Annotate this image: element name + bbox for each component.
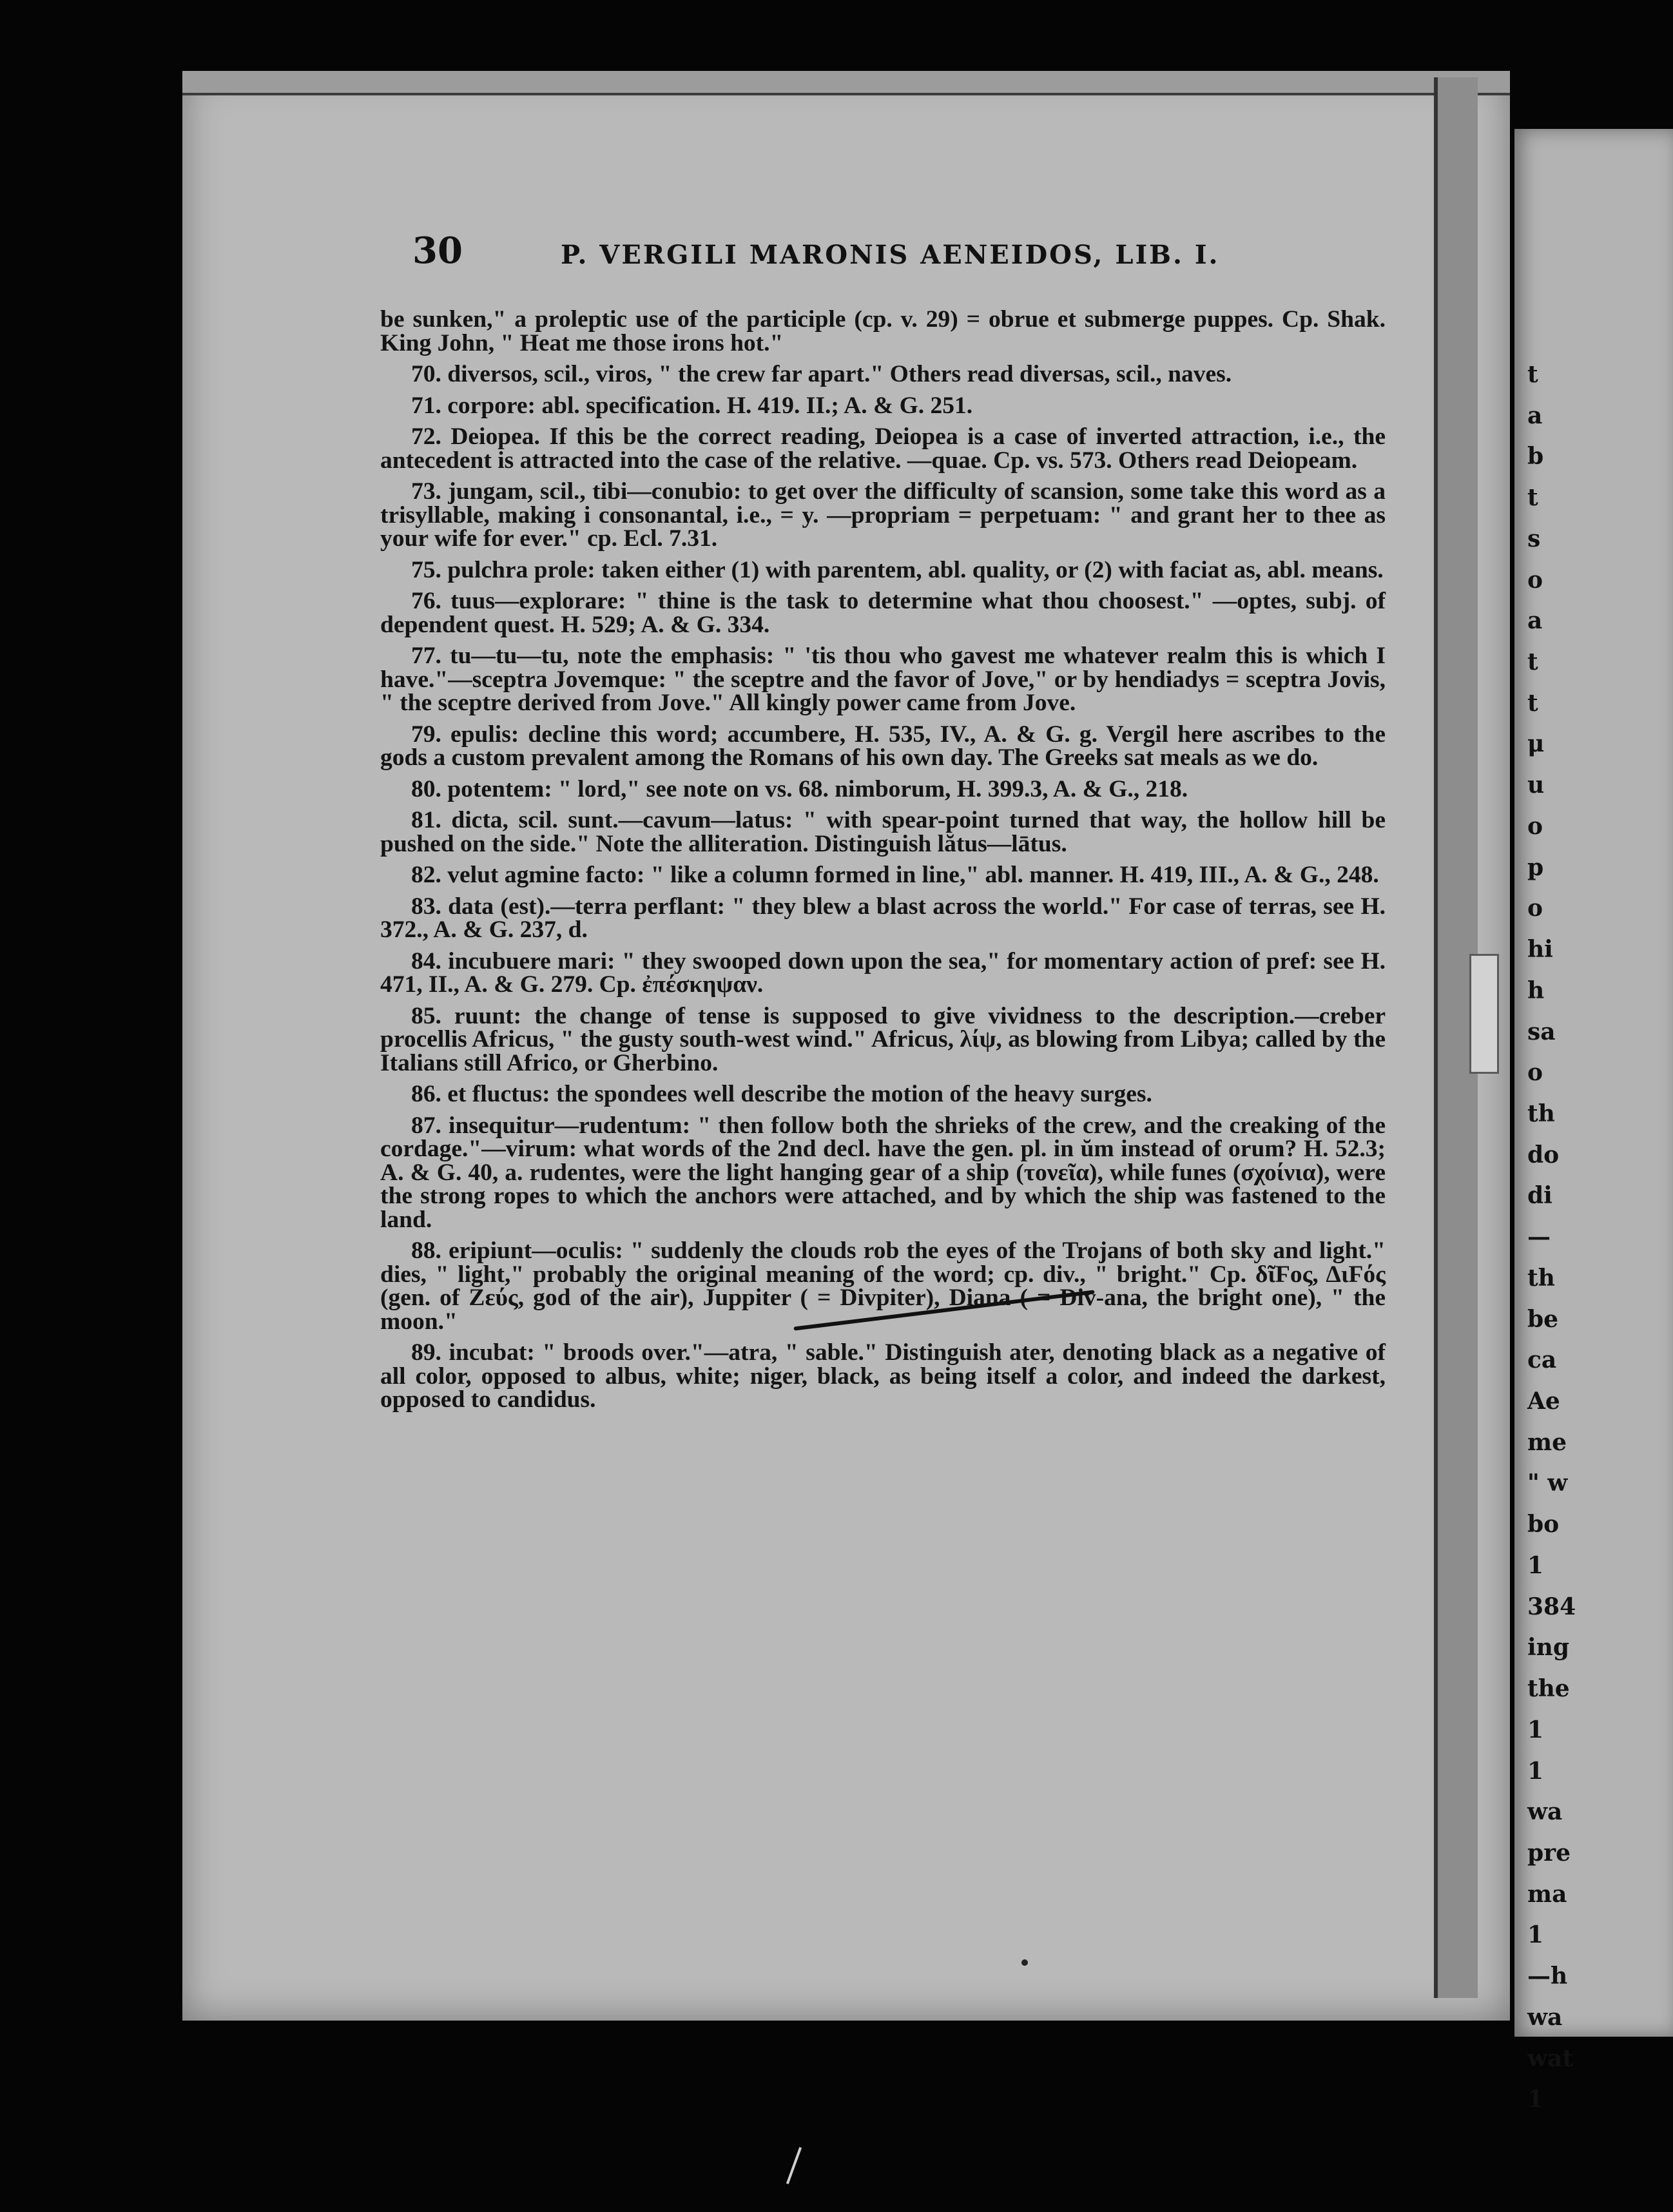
facing-page-fragment: 1 (1527, 1552, 1544, 1579)
note: 84. incubuere mari: " they swooped down upon the sea," for momentary action of pref: see H. 471, II., A. & G. 279. Cp. ἐπέσκηψαν. (380, 947, 1386, 998)
facing-page-fragment: do (1527, 1141, 1560, 1169)
note: 85. ruunt: the change of tense is supposed to give vividness to the description.—creber procellis Africus, " the gusty south-west wind." Africus, λίψ, as blowing from Libya; called by the Italians still Africo, or Gherbino. (380, 1002, 1386, 1076)
facing-page-fragment: u (1527, 771, 1545, 799)
note: 81. dicta, scil. sunt.—cavum—latus: " with spear-point turned that way, the hollow hill be pushed on the side." Note the alliteration. Distinguish lătus—lātus. (380, 807, 1386, 857)
facing-page-fragment: s (1527, 525, 1541, 552)
facing-page-fragment: sa (1527, 1018, 1556, 1045)
note: 88. eripiunt—oculis: " suddenly the clouds rob the eyes of the Trojans of both sky and light." dies, " light," probably the original meaning of the word; cp. div., " bright." Cp. δῖϜος, ΔιϜός (gen. of Ζεύς, god of the air), Juppiter ( = Divpiter), Diana ( = Div-ana, the bright one), " the moon." (380, 1237, 1386, 1335)
facing-page-fragment: t (1527, 361, 1538, 388)
facing-page-fragment: p (1527, 854, 1544, 881)
facing-page-fragment: ma (1527, 1881, 1567, 1908)
note: 77. tu—tu—tu, note the emphasis: " 'tis thou who gavest me whatever realm this is which I have."—sceptra Jovemque: " the sceptre and the favor of Jove," or by hendiadys = sceptra Jovis, " the sceptre derived from Jove." All kingly power came from Jove. (380, 643, 1386, 716)
facing-page-fragment: t (1527, 648, 1538, 675)
note: 72. Deiopea. If this be the correct reading, Deiopea is a case of inverted attraction, i.e., the antecedent is attracted into the case of the relative. —quae. Cp. vs. 573. Others read Deiopeam. (380, 423, 1386, 474)
facing-page-fragment: o (1527, 895, 1543, 922)
note: 76. tuus—explorare: " thine is the task to determine what thou choosest." —optes, subj. of dependent quest. H. 529; A. & G. 334. (380, 588, 1386, 638)
facing-page-fragment: 1 (1527, 1716, 1544, 1743)
facing-page-fragment: " w (1527, 1470, 1568, 1497)
note: 83. data (est).—terra perflant: " they blew a blast across the world." For case of terras, see H. 372., A. & G. 237, d. (380, 893, 1386, 943)
commentary-notes (380, 308, 1386, 1420)
facing-page-fragment: wa (1527, 2004, 1563, 2031)
facing-page-fragment: th (1527, 1265, 1555, 1292)
note: 80. potentem: " lord," see note on vs. 68. nimborum, H. 399.3, A. & G., 218. (411, 775, 1188, 802)
running-head: P. VERGILI MARONIS AENEIDOS, LIB. I. (561, 240, 1220, 270)
facing-page-fragment: — (1527, 1223, 1551, 1250)
facing-page-fragment: o (1527, 813, 1543, 840)
ink-dot (1021, 1959, 1028, 1966)
facing-page-fragment: a (1527, 607, 1543, 634)
facing-page-fragment: ing (1527, 1634, 1570, 1661)
facing-page-fragment: —h (1527, 1963, 1568, 1990)
facing-page-fragment: ca (1527, 1346, 1557, 1373)
facing-page-fragment: t (1527, 484, 1538, 511)
paper-tab (1469, 954, 1499, 1074)
facing-page-fragment: o (1527, 1059, 1543, 1086)
facing-page-fragment: o (1527, 567, 1543, 594)
facing-page-fragment: 384 (1527, 1593, 1576, 1620)
facing-page-fragment: wat (1527, 2045, 1573, 2072)
note: 71. corpore: abl. specification. H. 419. II.; A. & G. 251. (411, 392, 973, 419)
facing-page-fragment: 1 (1527, 1921, 1544, 1948)
facing-page-fragment: μ (1527, 730, 1545, 757)
note: 89. incubat: " broods over."—atra, " sable." Distinguish ater, denoting black as a negative of all color, opposed to albus, white; niger, black, as being itself a color, and indeed the darkest, opposed to candidus. (380, 1339, 1386, 1413)
facing-page-fragment: pre (1527, 1839, 1571, 1867)
facing-page-fragment: b (1527, 443, 1544, 470)
note: 73. jungam, scil., tibi—conubio: to get over the difficulty of scansion, some take this word as a trisyllable, making i consonantal, i.e., = y. —propriam = perpetuam: " and grant her to thee as your wife for ever." cp. Ecl. 7.31. (380, 478, 1386, 552)
facing-page-fragment: th (1527, 1100, 1555, 1127)
facing-page-fragment: a (1527, 402, 1543, 429)
facing-page-fragment: bo (1527, 1511, 1560, 1538)
facing-page-fragment: be (1527, 1306, 1559, 1333)
facing-page-fragment: 1 (1527, 1758, 1544, 1785)
note: 86. et fluctus: the spondees well describe the motion of the heavy surges. (411, 1081, 1152, 1107)
facing-page-fragment: t (1527, 690, 1538, 717)
facing-page-fragment: me (1527, 1429, 1567, 1456)
facing-page-fragment: hi (1527, 936, 1553, 963)
note: 70. diversos, scil., viros, " the crew far apart." Others read diversas, scil., naves. (411, 361, 1232, 387)
facing-page-fragment: the (1527, 1675, 1570, 1702)
note: 82. velut agmine facto: " like a column formed in line," abl. manner. H. 419, III., A. & G., 248. (411, 862, 1379, 888)
facing-page-fragment: 1 (1527, 2086, 1544, 2113)
note: be sunken," a proleptic use of the participle (cp. v. 29) = obrue et submerge puppes. Cp. Shak. King John, " Heat me those irons hot." (380, 306, 1386, 356)
facing-page-fragment: di (1527, 1182, 1552, 1209)
note: 79. epulis: decline this word; accumbere, H. 535, IV., A. & G. g. Vergil here ascribes to the gods a custom prevalent among the Romans of his own day. The Greeks sat meals as we do. (380, 721, 1386, 771)
facing-page-fragment: h (1527, 977, 1545, 1004)
note: 75. pulchra prole: taken either (1) with parentem, abl. quality, or (2) with faciat as, abl. means. (411, 556, 1384, 583)
note: 87. insequitur—rudentum: " then follow both the shrieks of the crew, and the creaking of the cordage."—virum: what words of the 2nd decl. have the gen. pl. in ŭm instead of orum? H. 52.3; A. & G. 40, a. rudentes, were the light hanging gear of a ship (τονεῖα), while funes (σχοίνια), were the strong ropes to which the anchors were attached, and by which the ship was fastened to the land. (380, 1112, 1386, 1233)
facing-page-fragment: Ae (1527, 1388, 1560, 1415)
scan-scratch (786, 2147, 802, 2184)
facing-page-fragment: wa (1527, 1798, 1563, 1825)
page-number: 30 (412, 229, 463, 272)
